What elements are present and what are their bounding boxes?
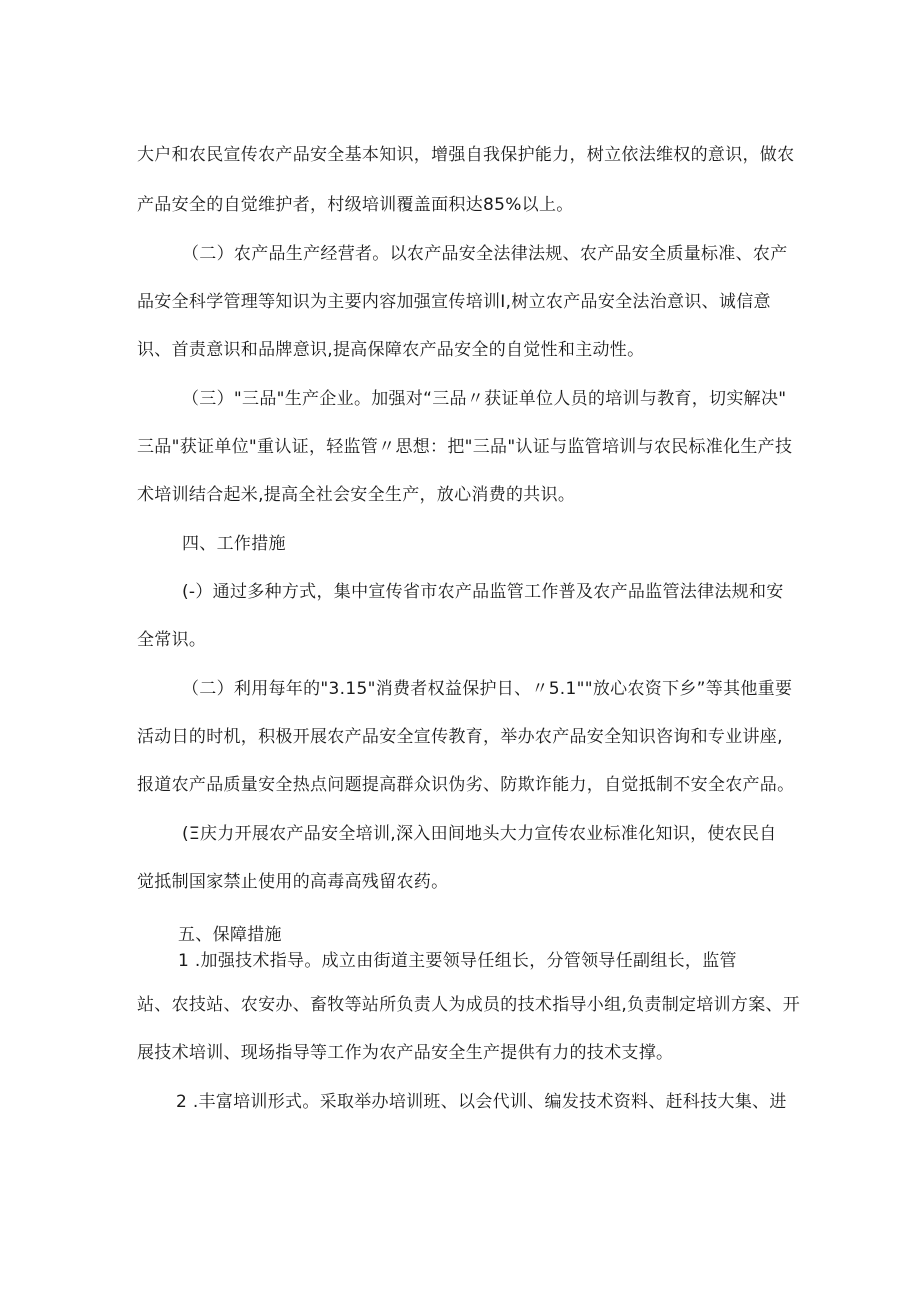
text-line: 1 .加强技术指导。成立由街道主要领导任组长，分管领导任副组长，监管 (178, 951, 737, 971)
text-line: 品安全科学管理等知识为主要内容加强宣传培训I,树立农产品安全法治意识、诚信意 (137, 292, 771, 312)
text-line: (Ξ庆力开展农产品安全培训,深入田间地头大力宣传农业标准化知识，使农民自 (182, 824, 777, 844)
text-line: 大户和农民宣传农产品安全基本知识，增强自我保护能力，树立依法维权的意识，做农 (137, 145, 795, 165)
text-line: 术培训结合起米,提高全社会安全生产，放心消费的共识。 (137, 485, 576, 505)
section-heading: 四、工作措施 (182, 534, 286, 554)
text-line: （三）"三品"生产企业。加强对“三品〃获证单位人员的培训与教育，切实解决" (182, 389, 787, 409)
text-line: 报道农产品质量安全热点问题提高群众识伪劣、防欺诈能力，自觉抵制不安全农产品。 (137, 775, 795, 795)
text-line: 全常识。 (137, 630, 207, 650)
text-line: (-）通过多种方式，集中宣传省市农产品监管工作普及农产品监管法律法规和安 (182, 582, 784, 602)
text-line: 站、农技站、农安办、畜牧等站所负责人为成员的技术指导小组,负责制定培训方案、开 (137, 995, 801, 1015)
text-line: 活动日的时机，积极开展农产品安全宣传教育，举办农产品安全知识咨询和专业讲座, (137, 727, 783, 747)
text-line: （二）农产品生产经营者。以农产品安全法律法规、农产品安全质量标准、农产 (182, 244, 788, 264)
text-line: （二）利用每年的"3.15"消费者权益保护日、〃5.1""放心农资下乡”等其他重要 (182, 679, 793, 699)
text-line: 觉抵制国家禁止使用的高毒高残留农药。 (137, 872, 449, 892)
section-heading: 五、保障措施 (178, 925, 282, 945)
text-line: 三品"获证单位"重认证，轻监管〃思想：把"三品"认证与监管培训与农民标准化生产技 (137, 437, 793, 457)
text-line: 识、首责意识和品牌意识,提高保障农产品安全的自觉性和主动性。 (137, 340, 645, 360)
text-line: 展技术培训、现场指导等工作为农产品安全生产提供有力的技术支撑。 (137, 1043, 674, 1063)
text-line: 产品安全的自觉维护者，村级培训覆盖面积达85%以上。 (137, 195, 574, 215)
text-line: 2 .丰富培训形式。采取举办培训班、以会代训、编发技术资料、赶科技大集、进 (176, 1092, 787, 1112)
